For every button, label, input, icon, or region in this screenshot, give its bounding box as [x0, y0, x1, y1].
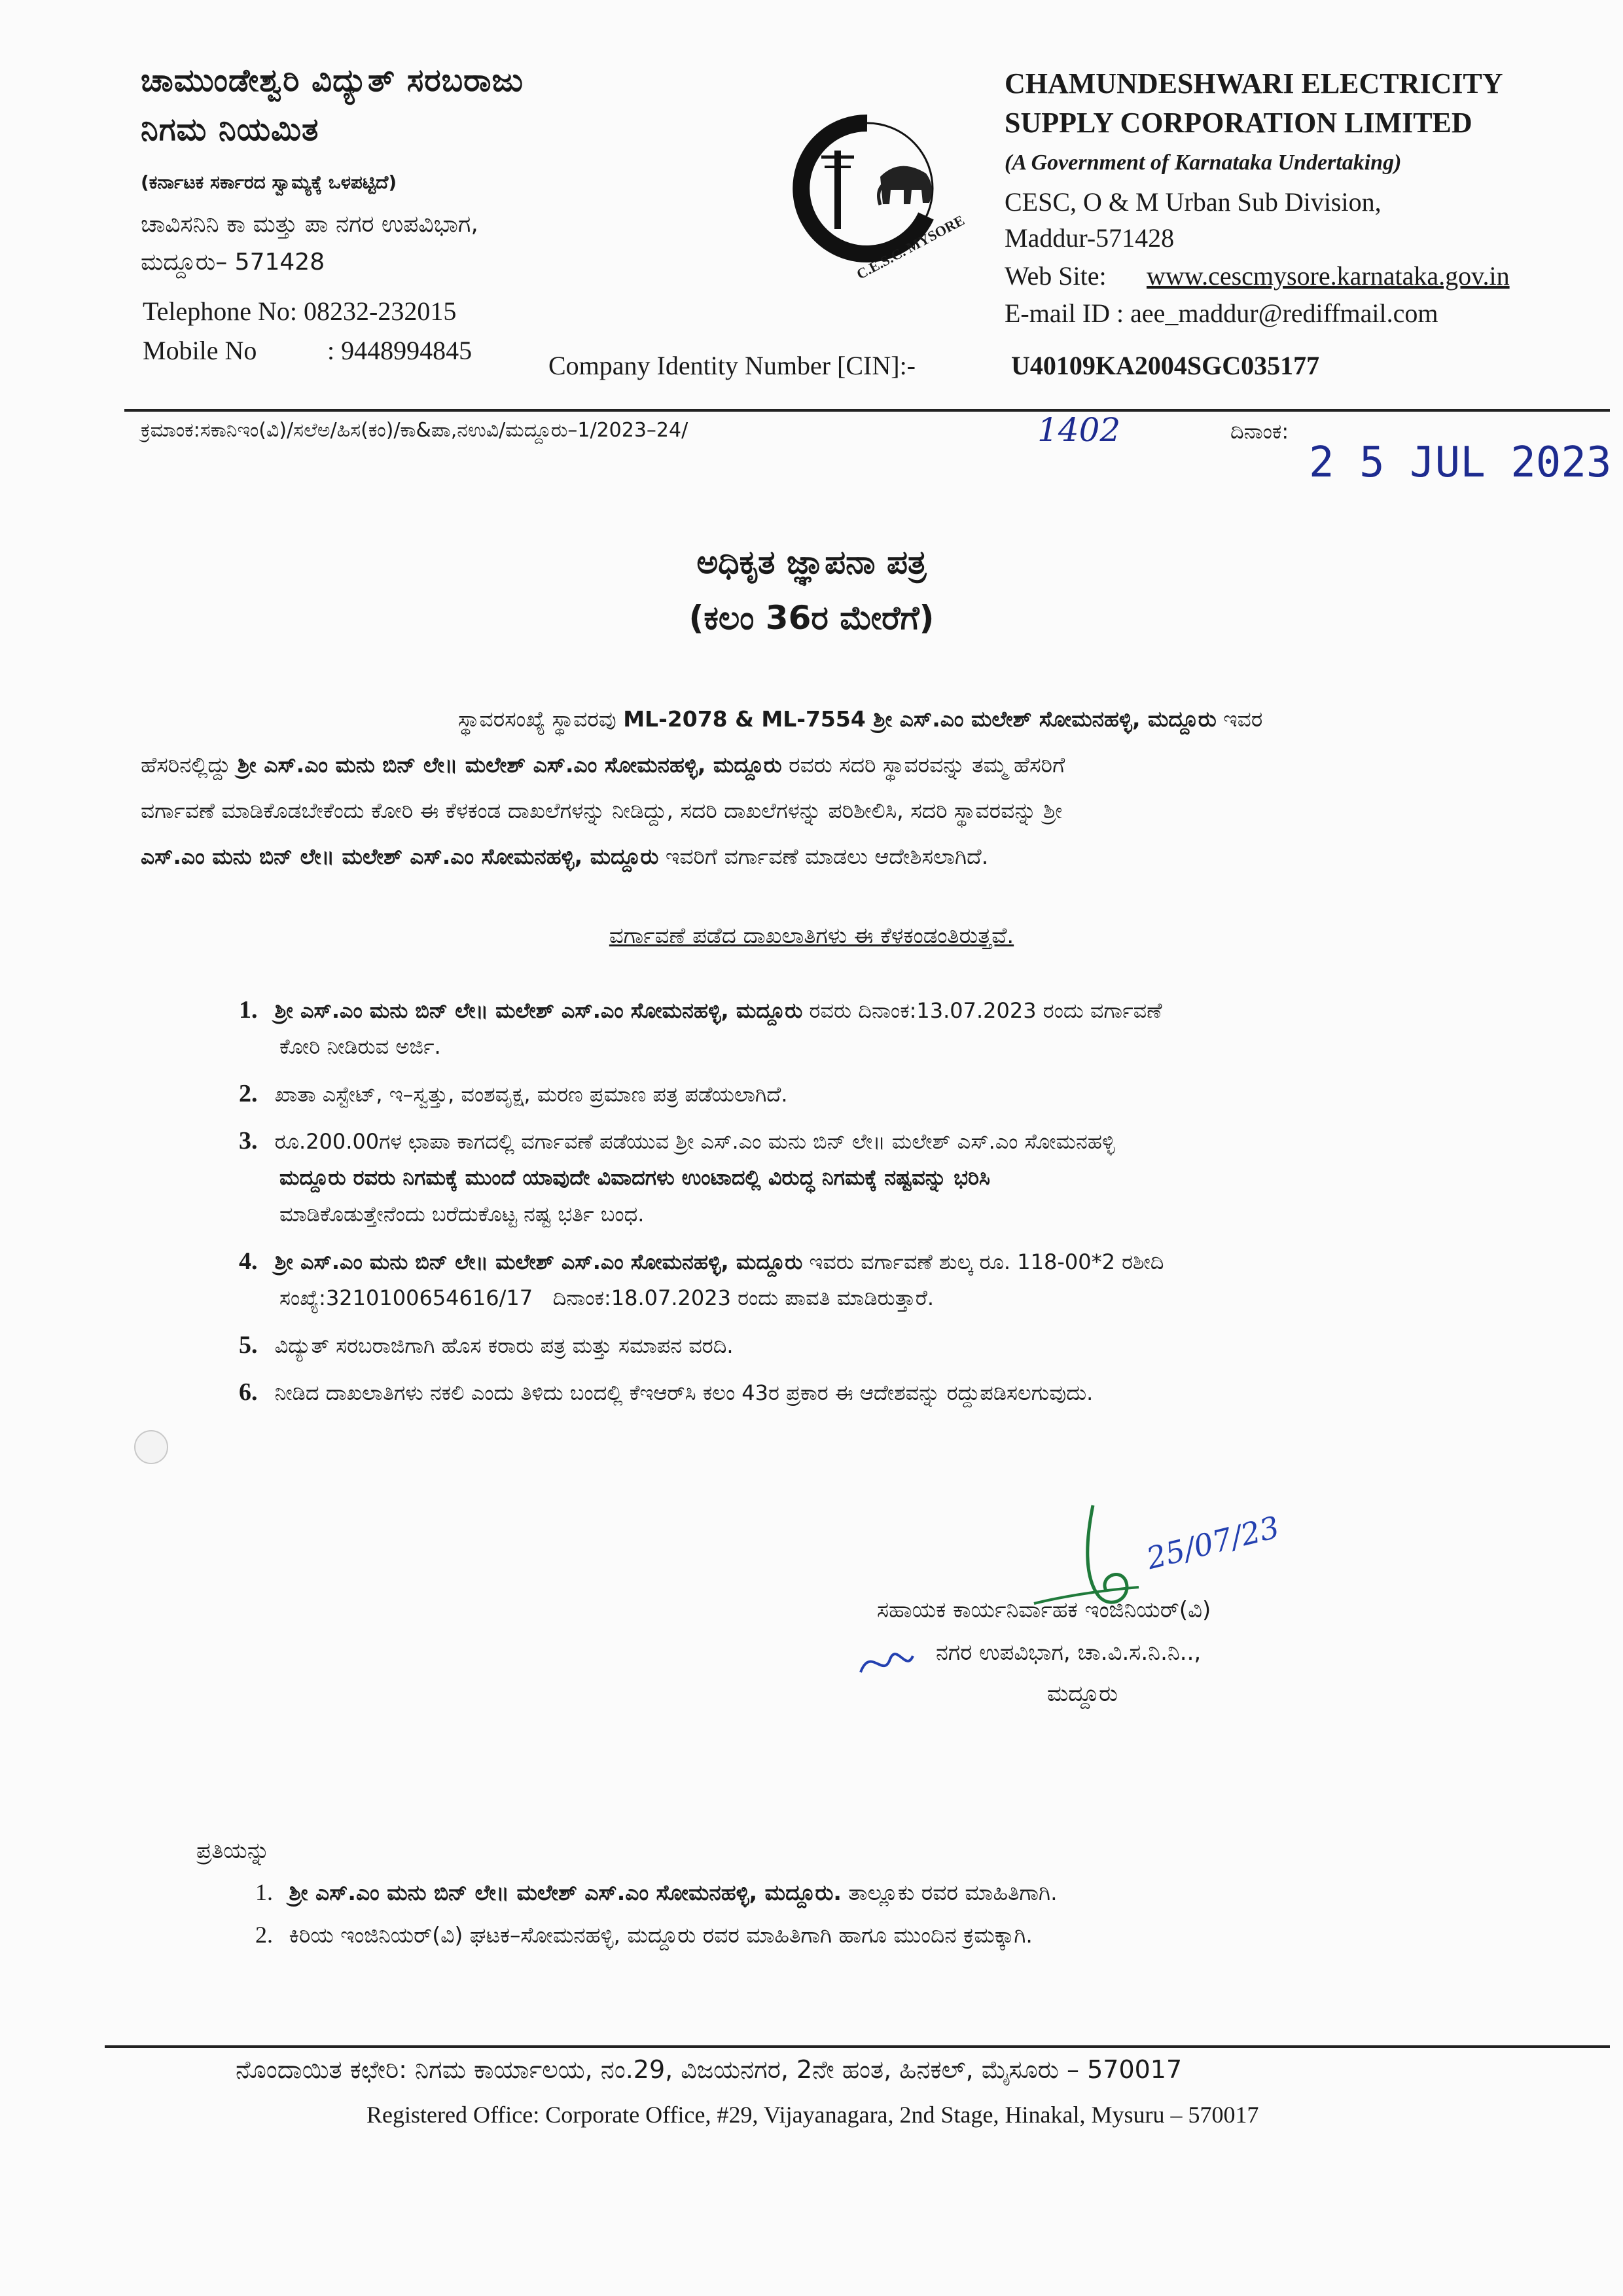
- kn-office-place: ಮದ್ದೂರು– 571428: [141, 249, 325, 276]
- footer-kannada-address: ನೊಂದಾಯಿತ ಕಛೇರಿ: ನಿಗಮ ಕಾರ್ಯಾಲಯ, ನಂ.29, ವಿಜಯನಗರ, 2ನೇ ಹಂತ, ಹಿನಕಲ್, ಮೈಸೂರು – 570017: [236, 2055, 1183, 2084]
- body-text-bold: ಶ್ರೀ ಎಸ್.ಎಂ ಮನು ಬಿನ್ ಲೇ॥ ಮಲೇಶ್ ಎಸ್.ಎಂ ಸೋಮನಹಳ್ಳಿ, ಮದ್ದೂರು: [237, 752, 782, 778]
- list-item: [239, 992, 1610, 1029]
- header-divider: [124, 409, 1610, 412]
- punch-hole-mark: [134, 1430, 168, 1464]
- cin-label: Company Identity Number [CIN]:-: [548, 351, 916, 380]
- date-stamp: 2 5 JUL 2023: [1309, 439, 1612, 487]
- cin-number: U40109KA2004SGC035177: [1011, 351, 1320, 380]
- website-label: Web Site:: [1005, 261, 1107, 291]
- list-text: ಇವರು ವರ್ಗಾವಣೆ ಶುಲ್ಕ ರೂ. 118-00*2 ರಶೀದಿ: [802, 1249, 1164, 1274]
- list-text: ನೀಡಿದ ದಾಖಲಾತಿಗಳು ನಕಲಿ ಎಂದು ತಿಳಿದು ಬಂದಲ್ಲಿ ಕೆಇಆರ್‌ಸಿ ಕಲಂ 43ರ ಪ್ರಕಾರ ಈ ಆದೇಶವನ್ನು ರದ್ದುಪಡಿಸಲಗುವುದು.: [274, 1380, 1094, 1405]
- list-text: ರವರು ದಿನಾಂಕ:13.07.2023 ರಂದು ವರ್ಗಾವಣೆ: [802, 998, 1162, 1023]
- handwritten-ref-number: 1402: [1037, 411, 1121, 449]
- footer-english-address: Registered Office: Corporate Office, #29, Vijayanagara, 2nd Stage, Hinakal, Mysuru – 570017: [366, 2102, 1259, 2128]
- initials-mark: [857, 1640, 916, 1685]
- list-item-continuation: ಮಾಡಿಕೊಡುತ್ತೇನೆಂದು ಬರೆದುಕೊಟ್ಟ ನಷ್ಟ ಭರ್ತಿ ಬಂಧ.: [279, 1202, 645, 1227]
- list-item: [239, 1243, 1610, 1280]
- list-text: ಕಿರಿಯ ಇಂಜಿನಿಯರ್(ವಿ) ಘಟಕ–ಸೋಮನಹಳ್ಳಿ, ಮದ್ದೂರು ರವರ ಮಾಹಿತಿಗಾಗಿ ಹಾಗೂ ಮುಂದಿನ ಕ್ರಮಕ್ಕಾಗಿ.: [289, 1922, 1033, 1948]
- body-line-2: [141, 746, 1610, 784]
- kn-office-name: ಚಾವಿಸನಿನಿ ಕಾ ಮತ್ತು ಪಾ ನಗರ ಉಪವಿಭಾಗ,: [141, 211, 478, 238]
- list-item: [239, 1122, 1610, 1160]
- list-number: 2.: [255, 1922, 273, 1948]
- kn-company-name-line2: ನಿಗಮ ನಿಯಮಿತ: [141, 111, 319, 148]
- en-office-place: Maddur-571428: [1005, 223, 1175, 253]
- list-text: ತಾಲ್ಲೂಕು ರವರ ಮಾಹಿತಿಗಾಗಿ.: [841, 1880, 1058, 1905]
- list-number: 6.: [239, 1378, 258, 1406]
- signatory-designation: ಸಹಾಯಕ ಕಾರ್ಯನಿರ್ವಾಹಕ ಇಂಜಿನಿಯರ್(ವಿ): [877, 1597, 1211, 1623]
- logo-caption: C.E.S.C. MYSORE: [853, 211, 967, 283]
- signatory-place: ಮದ್ದೂರು: [1047, 1681, 1118, 1707]
- email-address: E-mail ID : aee_maddur@rediffmail.com: [1005, 298, 1438, 328]
- list-number: 1.: [255, 1879, 273, 1905]
- signature-date: 25/07/23: [1143, 1509, 1283, 1577]
- document-subtitle: (ಕಲಂ 36ರ ಮೇರೆಗೆ): [688, 599, 935, 637]
- document-title: ಅಧಿಕೃತ ಜ್ಞಾಪನಾ ಪತ್ರ: [696, 543, 927, 581]
- list-number: 4.: [239, 1247, 258, 1275]
- en-office-name: CESC, O & M Urban Sub Division,: [1005, 187, 1382, 217]
- list-item: [239, 1075, 788, 1113]
- en-govt-undertaking: (A Government of Karnataka Undertaking): [1005, 151, 1402, 175]
- list-number: 2.: [239, 1080, 258, 1107]
- body-line-3: ವರ್ಗಾವಣೆ ಮಾಡಿಕೊಡಬೇಕೆಂದು ಕೋರಿ ಈ ಕೆಳಕಂಡ ದಾಖಲೆಗಳನ್ನು ನೀಡಿದ್ದು, ಸದರಿ ದಾಖಲೆಗಳನ್ನು ಪರಿಶೀಲಿಸಿ, ಸದರಿ ಸ್ಥಾವರವನ್ನು ಶ್ರೀ: [141, 798, 1063, 823]
- list-text-bold: ಶ್ರೀ ಎಸ್.ಎಂ ಮನು ಬಿನ್ ಲೇ॥ ಮಲೇಶ್ ಎಸ್.ಎಂ ಸೋಮನಹಳ್ಳಿ, ಮದ್ದೂರು: [274, 998, 803, 1023]
- copies-heading: ಪ್ರತಿಯನ್ನು: [196, 1838, 270, 1864]
- list-text: ರೂ.200.00ಗಳ ಛಾಪಾ ಕಾಗದಲ್ಲಿ ವರ್ಗಾವಣೆ ಪಡೆಯುವ ಶ್ರೀ ಎಸ್.ಎಂ ಮನು ಬಿನ್ ಲೇ॥ ಮಲೇಶ್ ಎಸ್.ಎಂ ಸೋಮನಹಳ್ಳಿ: [274, 1129, 1115, 1154]
- body-text: ರವರು ಸದರಿ ಸ್ಥಾವರವನ್ನು ತಮ್ಮ ಹೆಸರಿಗೆ: [781, 752, 1065, 778]
- body-text: ಹೆಸರಿನಲ್ಲಿದ್ದು: [141, 752, 238, 778]
- list-item-continuation: ಮದ್ದೂರು ರವರು ನಿಗಮಕ್ಕೆ ಮುಂದೆ ಯಾವುದೇ ವಿವಾದಗಳು ಉಂಟಾದಲ್ಲಿ ವಿರುದ್ಧ ನಿಗಮಕ್ಕೆ ನಷ್ಟವನ್ನು ಭರಿಸಿ: [279, 1165, 990, 1190]
- list-number: 3.: [239, 1127, 258, 1155]
- body-text-bold: ML-2078 & ML-7554 ಶ್ರೀ ಎಸ್.ಎಂ ಮಲೇಶ್ ಸೋಮನಹಳ್ಳಿ, ಮದ್ದೂರು: [623, 706, 1217, 732]
- list-text-bold: ಶ್ರೀ ಎಸ್.ಎಂ ಮನು ಬಿನ್ ಲೇ॥ ಮಲೇಶ್ ಎಸ್.ಎಂ ಸೋಮನಹಳ್ಳಿ, ಮದ್ದೂರು: [274, 1249, 803, 1274]
- en-company-name-line1: CHAMUNDESHWARI ELECTRICITY: [1005, 67, 1503, 99]
- documents-list: [239, 992, 1610, 1640]
- mobile-label: Mobile No: [143, 336, 257, 365]
- body-text-bold: ಎಸ್.ಎಂ ಮನು ಬಿನ್ ಲೇ॥ ಮಲೇಶ್ ಎಸ್.ಎಂ ಸೋಮನಹಳ್ಳಿ, ಮದ್ದೂರು: [141, 844, 659, 869]
- telephone-number: Telephone No: 08232-232015: [143, 296, 457, 326]
- list-item-continuation: ಸಂಖ್ಯೆ:3210100654616/17 ದಿನಾಂಕ:18.07.2023 ರಂದು ಪಾವತಿ ಮಾಡಿರುತ್ತಾರೆ.: [279, 1285, 935, 1310]
- footer-divider: [105, 2045, 1610, 2048]
- body-line-4: [141, 838, 1610, 876]
- en-company-name-line2: SUPPLY CORPORATION LIMITED: [1005, 107, 1472, 139]
- kn-company-name-line1: ಚಾಮುಂಡೇಶ್ವರಿ ವಿದ್ಯುತ್ ಸರಬರಾಜು: [141, 62, 524, 99]
- list-text: ಖಾತಾ ಎಸ್ಟೇಟ್, ಇ–ಸ್ವತ್ತು, ವಂಶವೃಕ್ಷ, ಮರಣ ಪ್ರಮಾಣ ಪತ್ರ ಪಡೆಯಲಾಗಿದೆ.: [274, 1082, 788, 1107]
- reference-number: ಕ್ರಮಾಂಕ:ಸಕಾನಿಇಂ(ವಿ)/ಸಲೆಅ/ಹಿಸ(ಕಂ)/ಕಾ&ಪಾ,ನಉವಿ/ಮದ್ದೂರು–1/2023–24/: [141, 419, 688, 442]
- signatory-office: ನಗರ ಉಪವಿಭಾಗ, ಚಾ.ವಿ.ಸ.ನಿ.ನಿ..,: [936, 1640, 1202, 1666]
- mobile-number: : 9448994845: [327, 336, 473, 365]
- copy-item: [255, 1878, 1058, 1906]
- body-text: ಇವರ: [1216, 706, 1263, 732]
- list-item: [239, 1327, 734, 1364]
- copy-item: [255, 1921, 1033, 1948]
- list-item: [239, 1374, 1610, 1411]
- list-text: ವಿದ್ಯುತ್ ಸರಬರಾಜಿಗಾಗಿ ಹೊಸ ಕರಾರು ಪತ್ರ ಮತ್ತು ಸಮಾಪನ ವರದಿ.: [274, 1333, 734, 1358]
- list-item-continuation: ಕೋರಿ ನೀಡಿರುವ ಅರ್ಜಿ.: [279, 1034, 441, 1059]
- cesc-logo: [789, 105, 967, 283]
- kn-govt-undertaking: (ಕರ್ನಾಟಕ ಸರ್ಕಾರದ ಸ್ವಾಮ್ಯಕ್ಕೆ ಒಳಪಟ್ಟಿದೆ): [141, 171, 397, 193]
- body-text: ಇವರಿಗೆ ವರ್ಗಾವಣೆ ಮಾಡಲು ಆದೇಶಿಸಲಾಗಿದೆ.: [658, 844, 989, 869]
- list-text-bold: ಶ್ರೀ ಎಸ್.ಎಂ ಮನು ಬಿನ್ ಲೇ॥ ಮಲೇಶ್ ಎಸ್.ಎಂ ಸೋಮನಹಳ್ಳಿ, ಮದ್ದೂರು.: [289, 1880, 842, 1905]
- website-link[interactable]: www.cescmysore.karnataka.gov.in: [1147, 261, 1510, 291]
- list-number: 1.: [239, 996, 258, 1024]
- list-number: 5.: [239, 1331, 258, 1359]
- documents-heading: ವರ್ಗಾವಣೆ ಪಡೆದ ದಾಖಲಾತಿಗಳು ಈ ಕೆಳಕಂಡಂತಿರುತ್ತವೆ.: [609, 923, 1014, 949]
- body-text: ಸ್ಥಾವರಸಂಖ್ಯೆ ಸ್ಥಾವರವು: [458, 706, 624, 732]
- date-label: ದಿನಾಂಕ:: [1230, 419, 1289, 444]
- body-line-1: [458, 700, 1610, 738]
